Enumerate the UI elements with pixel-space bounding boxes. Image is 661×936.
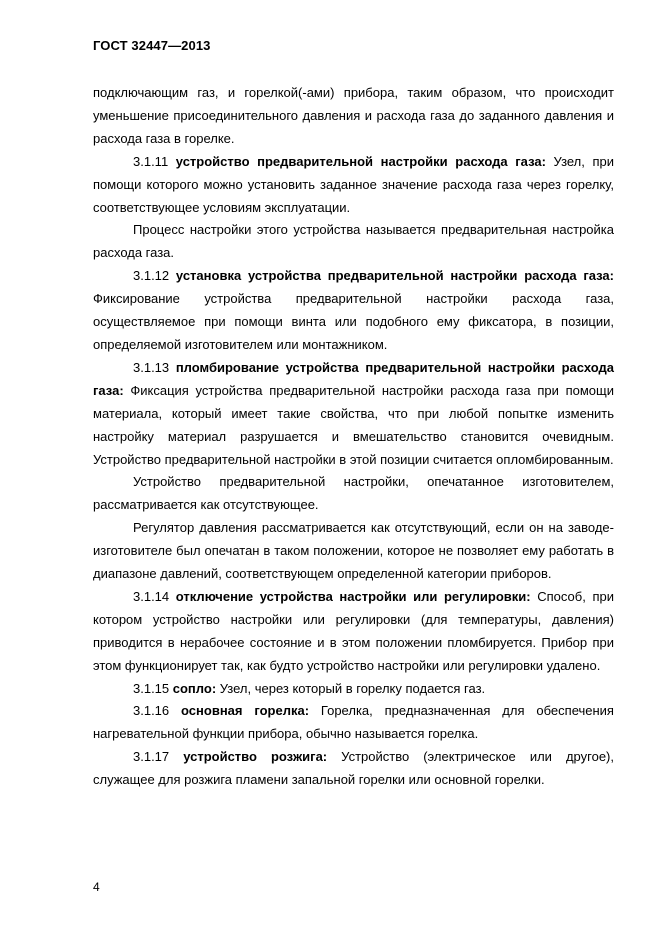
paragraph-note <box>93 219 614 265</box>
definition-text: Узел, через который в горелку подается газ. <box>216 680 486 696</box>
paragraph-text: Регулятор давления рассматривается как отсутствующий, если он на заводе-изготовителе был опечатан в таком положении, которое не позволяет ему работать в диапазоне давлений, соответствующем определенной категории приборов. <box>93 520 614 582</box>
clause-number: 3.1.17 <box>133 749 184 765</box>
definition-3-1-14 <box>93 586 614 678</box>
defined-term: отключение устройства настройки или регулировки: <box>175 588 531 604</box>
page-number: 4 <box>93 880 100 894</box>
definition-3-1-17 <box>93 746 614 792</box>
clause-number: 3.1.16 <box>133 703 182 719</box>
page-header-doc-code: ГОСТ 32447—2013 <box>93 38 211 53</box>
definition-3-1-16 <box>93 700 614 746</box>
defined-term: сопло: <box>172 680 217 696</box>
definition-text: Фиксирование устройства предварительной настройки расхода газа, осуществляемое при помощи винта или подобного ему фиксатора, в позиции, определяемой изготовителем или монтажником. <box>93 291 614 352</box>
clause-number: 3.1.15 <box>133 680 173 696</box>
defined-term: устройство розжига: <box>183 749 328 765</box>
clause-number: 3.1.14 <box>133 588 176 604</box>
definition-text: Устройство (электрическое или другое), служащее для розжига пламени запальной горелки или основной горелки. <box>93 749 614 788</box>
defined-term: основная горелка: <box>181 703 310 719</box>
definition-3-1-13 <box>93 357 614 472</box>
clause-number: 3.1.13 <box>133 359 176 375</box>
paragraph-text: Процесс настройки этого устройства называется предварительная настройка расхода газа. <box>93 222 614 261</box>
definition-3-1-11 <box>93 151 614 220</box>
paragraph-text: подключающим газ, и горелкой(-ами) прибора, таким образом, что происходит уменьшение присоединительного давления и расхода газа до заданного давления и расхода газа в горелке. <box>93 85 614 146</box>
clause-number: 3.1.11 <box>133 153 176 169</box>
definition-text: Узел, при помощи которого можно установить заданное значение расхода газа через горелку, соответствующее условиям эксплуатации. <box>93 153 615 215</box>
paragraph-note <box>93 471 614 517</box>
paragraph-continuation <box>93 82 614 151</box>
paragraph-text: Устройство предварительной настройки, опечатанное изготовителем, рассматривается как отсутствующее. <box>93 474 614 513</box>
defined-term: установка устройства предварительной настройки расхода газа: <box>175 268 614 284</box>
definition-3-1-12 <box>93 265 614 357</box>
definition-text: Горелка, предназначенная для обеспечения нагревательной функции прибора, обычно называется горелка. <box>93 703 614 742</box>
paragraph-note <box>93 517 614 586</box>
definition-text: Способ, при котором устройство настройки или регулировки (для температуры, давления) приводится в нерабочее состояние и в этом положении пломбируется. Прибор при этом функционирует так, как будто устройство настройки или регулировки удалено. <box>93 588 614 673</box>
definition-3-1-15 <box>93 678 614 701</box>
definition-text: Фиксация устройства предварительной настройки расхода газа при помощи материала, который имеет такие свойства, что при любой попытке изменить настройку материал разрушается и вмешательство становится очевидным. Устройство предварительной настройки в этой позиции считается опломбированным. <box>93 382 614 467</box>
defined-term: устройство предварительной настройки расхода газа: <box>175 153 546 169</box>
page-body <box>93 82 614 792</box>
defined-term: пломбирование устройства предварительной настройки расхода газа: <box>93 359 614 398</box>
clause-number: 3.1.12 <box>133 268 176 284</box>
